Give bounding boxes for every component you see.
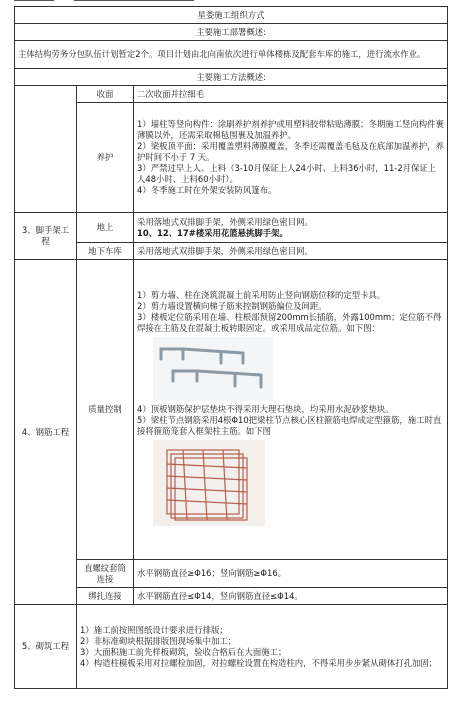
masonry-item: 2）非标准砌块根据排版图现场集中加工； <box>80 635 237 646</box>
rebar-quality-content <box>134 260 448 560</box>
positioning-bar-photo <box>153 337 273 401</box>
yanghu-label: 养护 <box>77 103 134 213</box>
shoumian-label: 收面 <box>77 86 134 103</box>
rebar-section-label: 4、钢筋工程 <box>15 260 77 605</box>
rebar-straight-text: 水平钢筋直径≥Φ16；竖向钢筋≥Φ16。 <box>134 560 448 588</box>
deployment-header: 主要施工部署概述: <box>15 24 448 41</box>
yanghu-content <box>134 103 448 213</box>
table-title: 星娄施工组织方式 <box>15 7 448 24</box>
scaffold-section-label: 3、脚手架工程 <box>15 213 77 260</box>
deployment-text: 主体结构劳务分包队伍计划暂定2个。项目计划由北向南依次进行单体楼栋及配套车库的施工，进行流水作业。 <box>15 41 448 69</box>
document-page <box>14 0 447 713</box>
yanghu-item: 2）梁板顶平面：采用覆盖塑料薄膜覆盖，冬季还需覆盖毛毡及在底部加温养护，养护时间不小于 7 天。 <box>137 141 444 162</box>
masonry-item: 1）施工前按照图纸设计要求进行排版； <box>80 624 228 635</box>
concrete-section-cell <box>15 86 77 213</box>
scaffold-above-label: 地上 <box>77 213 134 243</box>
rebar-item: 5）梁柱节点钢筋采用4根Φ10把梁柱节点核心区柱箍筋电焊成定型箍筋，施工时直接将箍筋笼套入框架柱主筋。如下图 <box>137 415 442 436</box>
yanghu-item: 3）严禁过早上人、上料（3-10月保证上人24小时、上料36小时，11-2月保证上人48小时、上料60小时）。 <box>137 163 437 184</box>
rebar-tie-label: 绑扎连接 <box>77 588 134 605</box>
shoumian-text: 二次收面并拉细毛 <box>134 86 448 103</box>
yanghu-item: 4）冬季施工时在外架安装防风篷布。 <box>137 185 277 195</box>
masonry-item: 4）构造柱模板采用对拉螺栓加固，对拉螺栓设置在构造柱内，不得采用步步紧从砌体打孔加固； <box>80 657 438 668</box>
rebar-item: 1）剪力墙、柱在浇筑混凝土前采用防止竖向钢筋位移的定型卡具。 <box>137 290 386 300</box>
construction-method-table <box>14 6 448 689</box>
method-header: 主要施工方法概述: <box>15 69 448 86</box>
rebar-quality-label: 质量控制 <box>77 260 134 560</box>
scaffold-above-content <box>134 213 448 243</box>
scaffold-above-line1: 采用落地式双排脚手架，外侧采用绿色密目网。 <box>137 216 313 227</box>
scaffold-basement-label: 地下车库 <box>77 243 134 260</box>
rebar-straight-label: 直螺纹套筒连接 <box>77 560 134 588</box>
masonry-item: 3）大面积施工前先样板砌筑，验收合格后在大面施工； <box>80 646 287 657</box>
rebar-item: 2）剪力墙设置横向梯子筋来控制钢筋偏位及间距。 <box>137 301 327 311</box>
scaffold-basement-text: 采用落地式双排脚手架，外侧采用绿色密目网。 <box>134 243 448 260</box>
masonry-section-label: 5、砌筑工程 <box>15 605 77 689</box>
stirrup-cage-photo <box>153 440 265 526</box>
masonry-content <box>77 605 448 689</box>
scaffold-above-line2: 10、12、17#楼采用花篮悬挑脚手架。 <box>137 227 288 238</box>
rebar-item: 4）顶板钢筋保护层垫块不得采用大理石垫块，均采用水泥砂浆垫块。 <box>137 404 394 414</box>
rebar-item: 3）楼板定位筋采用在墙、柱根部预留200mm长插筋，外露100mm；定位筋不得焊接在主筋及在混凝土板转眼固定。或采用成品定位筋。如下图： <box>137 312 442 333</box>
rebar-tie-text: 水平钢筋直径≤Φ14，竖向钢筋直径≤Φ14。 <box>134 588 448 605</box>
yanghu-item: 1）墙柱等竖向构件：涂刷养护剂养护或用塑料胶带粘贴薄膜；冬期施工竖向构件裹薄膜以外，还需采取棉毡围裹及加温养护。 <box>137 119 444 140</box>
